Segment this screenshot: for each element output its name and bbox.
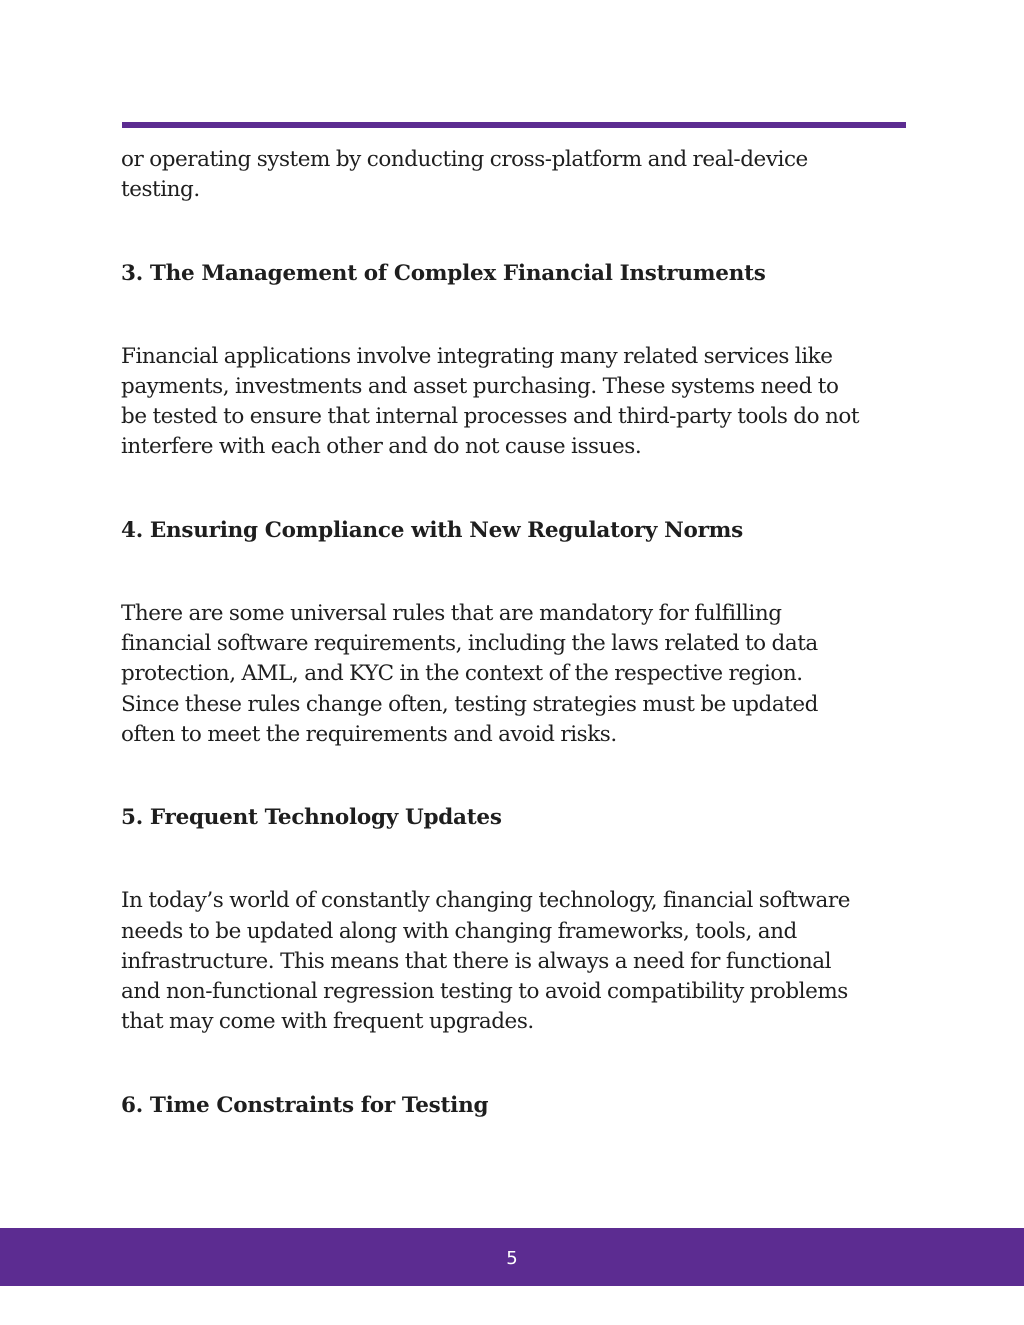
text-line: that may come with frequent upgrades. [121, 1009, 534, 1035]
section-heading-6: 6. Time Constraints for Testing [121, 1092, 489, 1118]
section-paragraph-4 [121, 599, 911, 750]
text-line: or operating system by conducting cross-platform and real-device [121, 147, 808, 172]
text-line: interfere with each other and do not cause issues. [121, 434, 642, 460]
text-line: In today’s world of constantly changing technology, financial software [121, 888, 850, 914]
section-heading-4: 4. Ensuring Compliance with New Regulatory Norms [121, 517, 744, 543]
section-heading-3: 3. The Management of Complex Financial Instruments [121, 260, 766, 286]
text-line: needs to be updated along with changing frameworks, tools, and [121, 918, 797, 944]
section-heading-5: 5. Frequent Technology Updates [121, 805, 502, 831]
text-line: Since these rules change often, testing strategies must be updated [121, 691, 818, 717]
page-number: 5 [506, 1248, 518, 1269]
section-paragraph-3 [121, 342, 911, 463]
text-line: financial software requirements, including the laws related to data [121, 631, 818, 657]
page-content [121, 145, 911, 1121]
text-line: be tested to ensure that internal processes and third-party tools do not [121, 404, 860, 430]
text-line: There are some universal rules that are mandatory for fulfilling [121, 600, 782, 626]
text-line: protection, AML, and KYC in the context of the respective region. [121, 661, 803, 687]
text-line: Financial applications involve integrating many related services like [121, 343, 833, 369]
intro-paragraph [121, 145, 911, 206]
section-paragraph-5 [121, 886, 911, 1037]
text-line: and non-functional regression testing to avoid compatibility problems [121, 979, 848, 1005]
text-line: testing. [121, 177, 200, 203]
text-line: infrastructure. This means that there is always a need for functional [121, 948, 832, 974]
text-line: payments, investments and asset purchasing. These systems need to [121, 373, 839, 399]
header-divider [122, 122, 906, 128]
text-line: often to meet the requirements and avoid risks. [121, 721, 617, 747]
